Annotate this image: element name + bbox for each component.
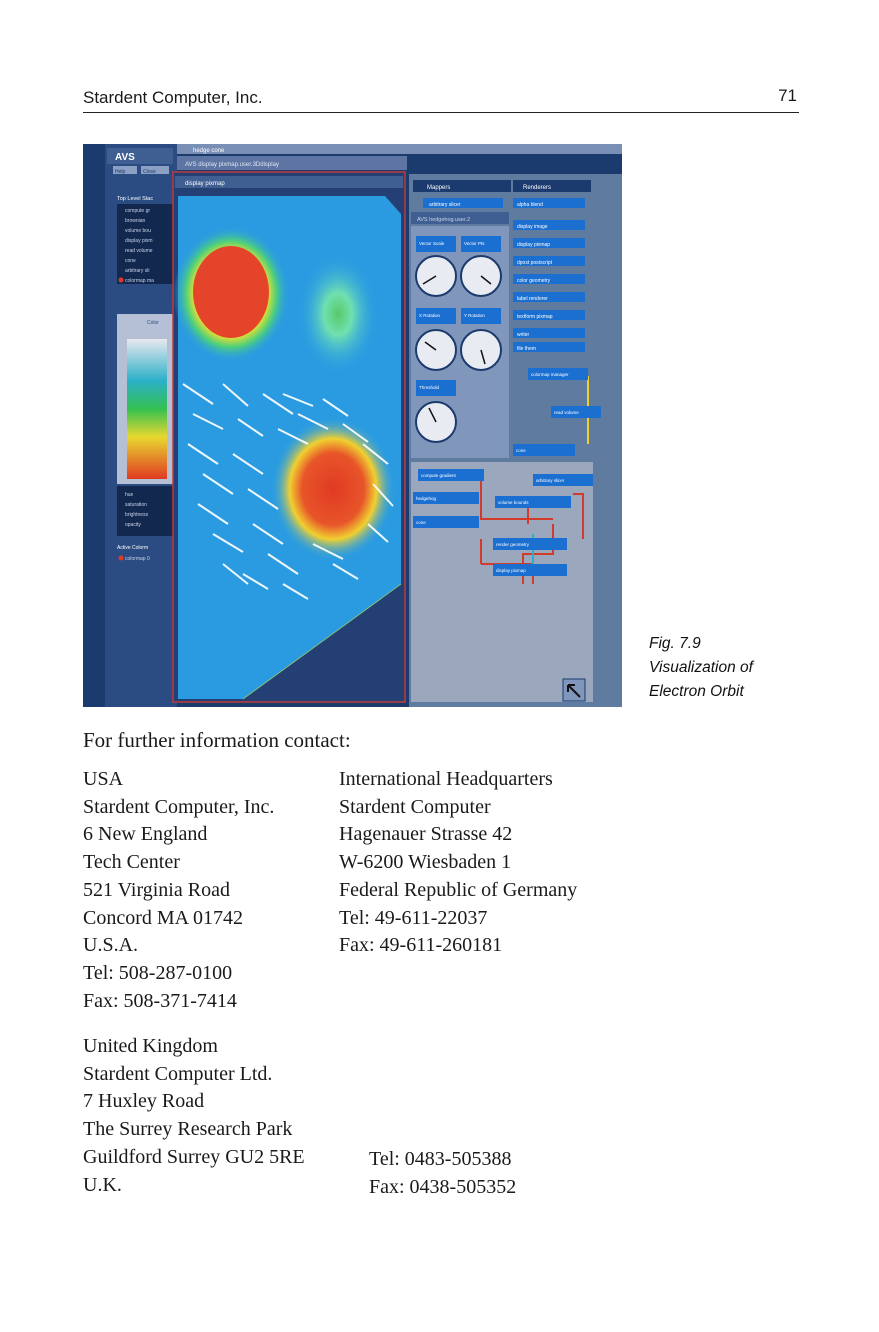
svg-text:cone: cone (516, 448, 526, 453)
svg-text:writer: writer (517, 332, 530, 338)
usa-line: Tech Center (83, 851, 180, 874)
svg-text:arbitrary slicer: arbitrary slicer (536, 478, 565, 483)
usa-line: 6 New England (83, 823, 208, 846)
contact-heading: For further information contact: (83, 728, 351, 752)
uk-tel: Tel: 0483-505388 (369, 1148, 512, 1170)
display-label: display pixmap (185, 181, 225, 187)
caption-line-1: Visualization of (649, 659, 753, 676)
stack-item: colormap ma (125, 278, 154, 284)
usa-tel: Tel: 508-287-0100 (83, 961, 233, 984)
uk-phone (369, 1146, 516, 1201)
svg-text:Threshold: Threshold (419, 385, 440, 390)
intl-line: Hagenauer Strasse 42 (339, 823, 513, 846)
lower-item: hue (125, 492, 134, 498)
mappers-label: Mappers (427, 185, 451, 191)
running-header (83, 86, 799, 113)
usa-address (83, 766, 274, 1015)
lower-item: brightness (125, 512, 149, 518)
svg-text:display image: display image (517, 224, 548, 230)
svg-text:display pixmap: display pixmap (496, 568, 526, 573)
stack-item: read volume (125, 248, 153, 254)
menu-close: Close (143, 169, 156, 175)
uk-line: U.K. (83, 1173, 122, 1196)
uk-line: 7 Huxley Road (83, 1090, 205, 1113)
usa-line: U.S.A. (83, 934, 139, 957)
svg-text:dpost postscript: dpost postscript (517, 260, 553, 266)
uk-line: Stardent Computer Ltd. (83, 1062, 273, 1085)
stack-item: volume bou (125, 228, 151, 234)
intl-line: Federal Republic of Germany (339, 878, 578, 901)
svg-text:textform pixmap: textform pixmap (517, 314, 553, 320)
svg-text:cone: cone (416, 520, 426, 525)
display-pixmap-window (173, 172, 405, 702)
menu-help: Help (115, 169, 126, 175)
svg-text:read volume: read volume (554, 410, 579, 415)
hedgehog-title: AVS hedgehog.user.2 (417, 217, 471, 223)
stack-item: brownian (125, 218, 146, 224)
stack-item: cone (125, 258, 136, 264)
uk-line: United Kingdom (83, 1035, 218, 1057)
caption-line-2: Electron Orbit (649, 683, 744, 700)
module-panels (409, 174, 622, 707)
svg-text:Vector Pts: Vector Pts (464, 241, 485, 246)
svg-text:hedgehog: hedgehog (416, 496, 437, 501)
subwindow-title: AVS display pixmap.user.3Ddisplay (185, 162, 279, 168)
lower-item: saturation (125, 502, 147, 508)
intl-line: International Headquarters (339, 768, 553, 790)
mapper-item: arbitrary slicer (429, 202, 461, 208)
stack-items (117, 204, 175, 284)
intl-tel: Tel: 49-611-22037 (339, 906, 488, 929)
header-company: Stardent Computer, Inc. (83, 88, 263, 107)
figure-screen-photo (83, 144, 622, 707)
svg-text:display pixmap: display pixmap (517, 242, 551, 248)
international-address (339, 766, 577, 960)
uk-fax: Fax: 0438-505352 (369, 1175, 517, 1198)
lower-item: opacity (125, 522, 141, 528)
usa-line: 521 Virginia Road (83, 878, 230, 901)
svg-text:label renderer: label renderer (517, 296, 548, 302)
svg-text:color geometry: color geometry (517, 278, 551, 284)
renderers-label: Renderers (523, 185, 552, 191)
svg-text:X Rotation: X Rotation (419, 313, 441, 318)
active-colormap-item: colormap 0 (125, 556, 150, 562)
svg-text:render geometry: render geometry (496, 542, 530, 547)
svg-text:compute gradient: compute gradient (421, 473, 456, 478)
avs-control-panel (107, 148, 175, 562)
top-level-stack-label: Top Level Stac (117, 196, 154, 202)
active-colormap-label: Active Colorm (117, 545, 149, 551)
page-number: 71 (778, 86, 797, 105)
svg-text:Vector Scale: Vector Scale (419, 241, 445, 246)
usa-line: Stardent Computer, Inc. (83, 795, 275, 818)
uk-line: The Surrey Research Park (83, 1118, 293, 1141)
colormap-panel-label: Color (147, 320, 159, 326)
usa-line: Concord MA 01742 (83, 906, 243, 929)
renderer-list (513, 198, 585, 352)
svg-text:volume bounds: volume bounds (498, 500, 529, 505)
figure-caption (649, 632, 753, 704)
svg-text:Y Rotation: Y Rotation (464, 313, 485, 318)
figure-number: Fig. 7.9 (649, 635, 701, 652)
uk-address (83, 1033, 305, 1199)
svg-text:file them: file them (517, 346, 536, 352)
uk-line: Guildford Surrey GU2 5RE (83, 1145, 305, 1168)
avs-logo: AVS (115, 152, 135, 163)
stack-item: compute gr (125, 208, 151, 214)
intl-line: Stardent Computer (339, 795, 491, 818)
window-title: hedge cone (193, 148, 225, 154)
svg-text:colormap manager: colormap manager (531, 372, 569, 377)
usa-fax: Fax: 508-371-7414 (83, 989, 237, 1012)
intl-fax: Fax: 49-611-260181 (339, 934, 503, 957)
svg-text:alpha blend: alpha blend (517, 202, 543, 208)
stack-item: display pixm (125, 238, 153, 244)
usa-line: USA (83, 768, 124, 790)
colormap-bar (127, 339, 167, 479)
intl-line: W-6200 Wiesbaden 1 (339, 851, 512, 874)
stack-item: arbitrary sli (125, 268, 150, 274)
